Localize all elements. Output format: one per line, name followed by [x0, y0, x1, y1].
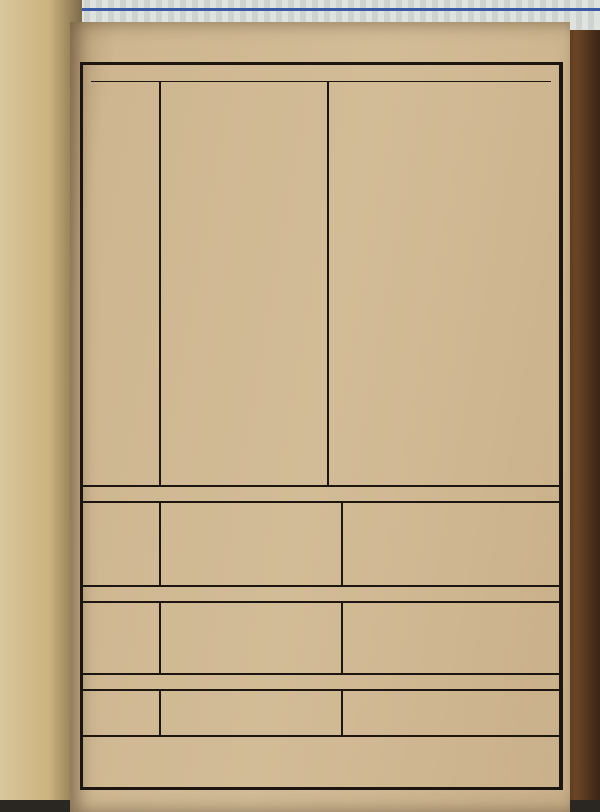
column-divider: [341, 601, 343, 673]
column-divider: [327, 81, 329, 485]
section-rule: [83, 601, 559, 603]
column-divider: [159, 501, 161, 585]
column-divider: [341, 501, 343, 585]
section-rule: [83, 735, 559, 737]
column-divider: [159, 81, 161, 485]
bill-table: [80, 62, 563, 790]
cloth-stripe: [0, 8, 600, 11]
section-rule: [83, 673, 559, 675]
section-rule: [83, 689, 559, 691]
section-rule: [83, 585, 559, 587]
section-rule: [83, 501, 559, 503]
column-divider: [159, 689, 161, 735]
column-divider: [341, 689, 343, 735]
column-divider: [159, 601, 161, 673]
page-header: [91, 61, 551, 82]
section-rule: [83, 485, 559, 487]
